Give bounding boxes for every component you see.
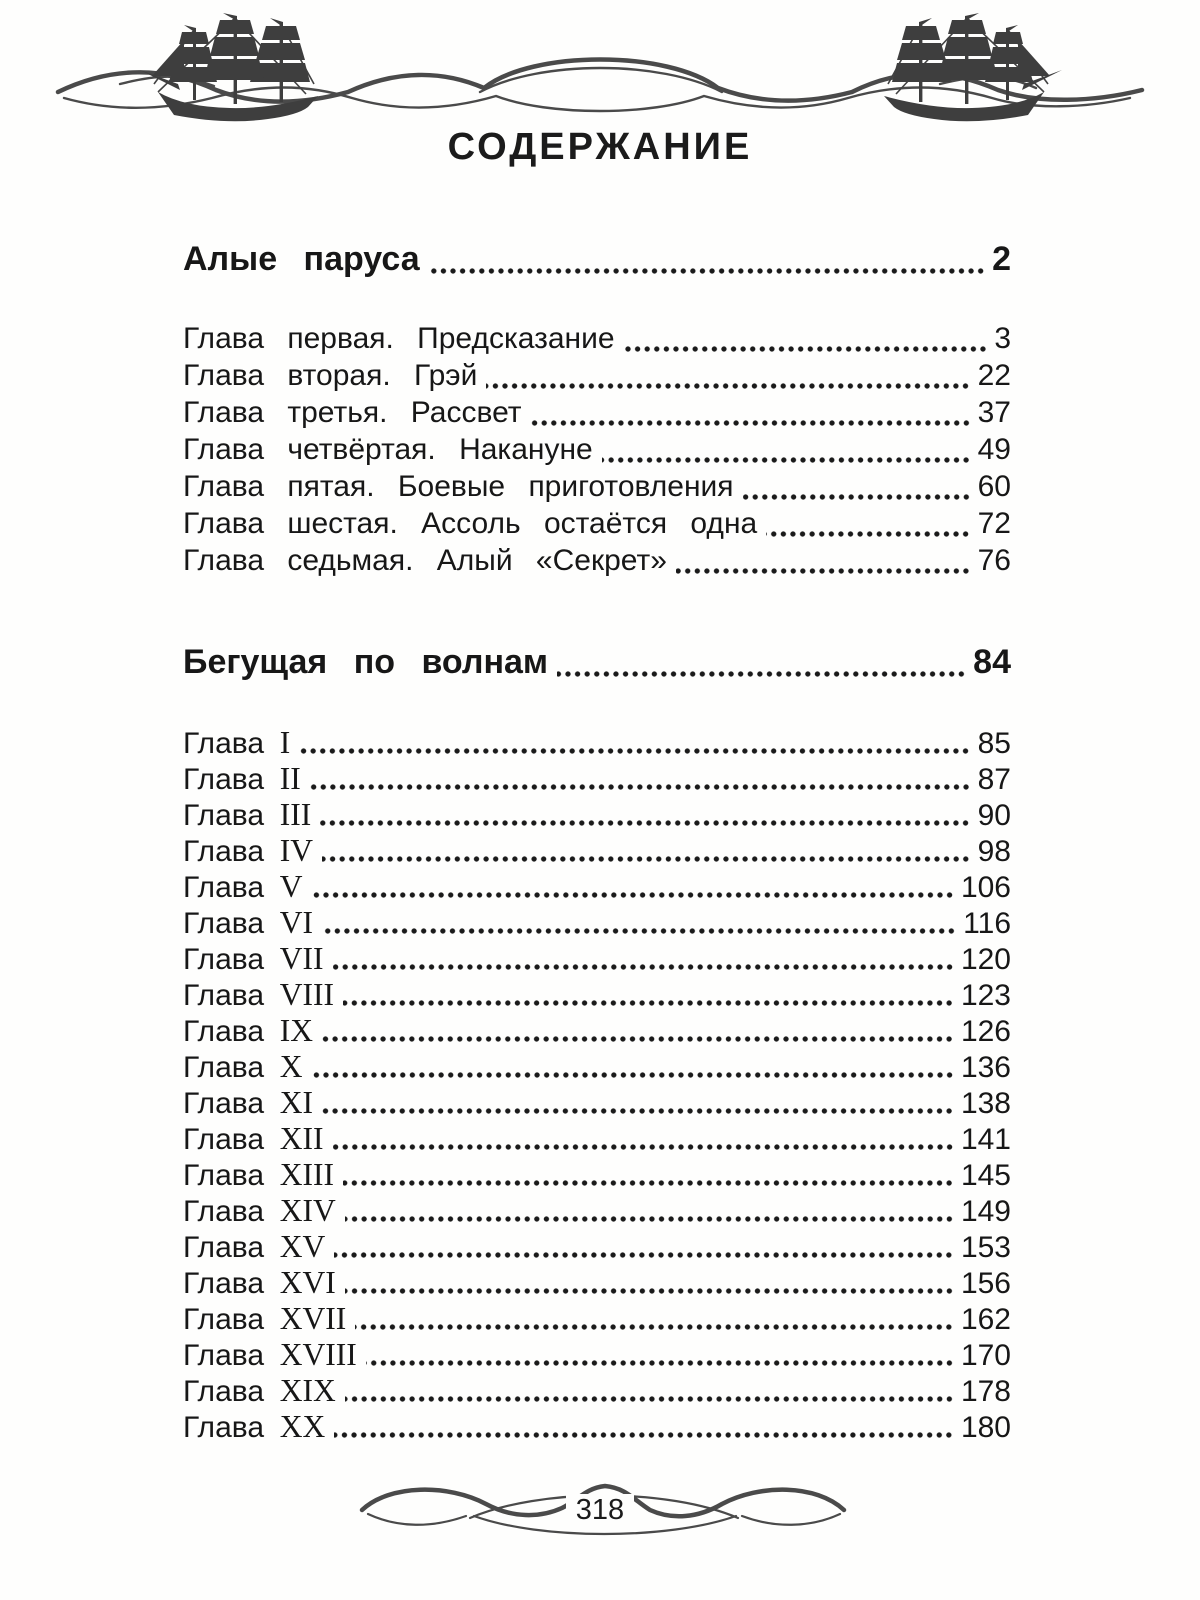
dot-leader	[322, 1035, 954, 1043]
dot-leader	[333, 1143, 954, 1151]
chapter-label: Глава	[183, 1015, 265, 1048]
dot-leader	[322, 1107, 954, 1115]
chapter-numeral: X	[279, 1049, 303, 1084]
chapter-page-number: 72	[977, 507, 1011, 540]
chapter-numeral: XII	[279, 1121, 324, 1156]
chapter-page-number: 87	[977, 763, 1011, 796]
chapter-page-number: 149	[960, 1195, 1011, 1228]
toc-entry	[183, 1193, 1011, 1229]
dot-leader	[343, 999, 954, 1007]
chapter-label: Глава	[183, 907, 265, 940]
dot-leader	[531, 419, 971, 427]
dot-leader	[322, 855, 971, 863]
section-title: Алые паруса	[183, 240, 420, 278]
chapter-page-number: 170	[960, 1339, 1011, 1372]
chapter-page-number: 141	[960, 1123, 1011, 1156]
toc-entry	[183, 1337, 1011, 1373]
chapter-label: Глава первая. Предсказание	[183, 322, 615, 355]
chapter-label: Глава вторая. Грэй	[183, 359, 478, 392]
chapter-page-number: 98	[977, 835, 1011, 868]
chapter-numeral: VI	[279, 905, 314, 940]
dot-leader	[334, 1431, 954, 1439]
chapter-numeral: II	[279, 761, 301, 796]
chapter-numeral: V	[279, 869, 303, 904]
chapter-numeral: IV	[279, 833, 314, 868]
chapter-numeral: XIX	[279, 1373, 336, 1408]
chapter-numeral: XVI	[279, 1265, 336, 1300]
chapter-page-number: 3	[994, 322, 1011, 355]
chapter-numeral: XIII	[279, 1157, 335, 1192]
chapter-page-number: 156	[960, 1267, 1011, 1300]
dot-leader	[312, 1071, 954, 1079]
page-number-text: 318	[566, 1494, 634, 1526]
toc-entry	[183, 433, 1011, 470]
dot-leader	[429, 267, 985, 275]
chapter-label: Глава	[183, 1159, 265, 1192]
toc-entry	[183, 1229, 1011, 1265]
dot-leader	[345, 1395, 954, 1403]
section-page-number: 2	[992, 240, 1011, 278]
dot-leader	[343, 1179, 954, 1187]
toc-section-chapters	[183, 322, 1011, 581]
toc-entry	[183, 1265, 1011, 1301]
chapter-label: Глава	[183, 1231, 265, 1264]
toc-entry	[183, 833, 1011, 869]
toc-entry	[183, 1121, 1011, 1157]
chapter-numeral: IX	[279, 1013, 314, 1048]
footer-page-number	[0, 1494, 1200, 1527]
toc-entry	[183, 797, 1011, 833]
dot-leader	[766, 530, 970, 538]
chapter-label: Глава седьмая. Алый «Секрет»	[183, 544, 667, 577]
chapter-label: Глава	[183, 979, 265, 1012]
dot-leader	[320, 819, 970, 827]
chapter-page-number: 116	[963, 907, 1011, 940]
dot-leader	[333, 963, 954, 971]
chapter-label: Глава	[183, 871, 265, 904]
toc-entry	[183, 1013, 1011, 1049]
chapter-page-number: 49	[977, 433, 1011, 466]
chapter-numeral: XX	[279, 1409, 326, 1444]
toc-entry	[183, 507, 1011, 544]
toc-entry	[183, 1157, 1011, 1193]
chapter-label: Глава	[183, 1375, 265, 1408]
toc-entry	[183, 761, 1011, 797]
toc-entry	[183, 977, 1011, 1013]
chapter-page-number: 178	[960, 1375, 1011, 1408]
dot-leader	[334, 1251, 954, 1259]
chapter-numeral: XI	[279, 1085, 314, 1120]
toc-entry	[183, 1409, 1011, 1445]
section-title: Бегущая по волнам	[183, 643, 549, 681]
toc-entry	[183, 1085, 1011, 1121]
chapter-page-number: 126	[960, 1015, 1011, 1048]
chapter-numeral: I	[279, 725, 291, 760]
toc-entry	[183, 1049, 1011, 1085]
chapter-numeral: XVIII	[279, 1337, 357, 1372]
toc-entry	[183, 544, 1011, 581]
toc-entry	[183, 1301, 1011, 1337]
dot-leader	[557, 670, 966, 678]
dot-leader	[345, 1215, 954, 1223]
toc-entry	[183, 396, 1011, 433]
chapter-page-number: 90	[977, 799, 1011, 832]
chapter-page-number: 106	[960, 871, 1011, 904]
chapter-label: Глава	[183, 943, 265, 976]
chapter-numeral: VII	[279, 941, 324, 976]
dot-leader	[310, 783, 971, 791]
chapter-label: Глава	[183, 1267, 265, 1300]
toc-entry	[183, 322, 1011, 359]
chapter-page-number: 180	[960, 1411, 1011, 1444]
toc-entry	[183, 905, 1011, 941]
page-title: СОДЕРЖАНИЕ	[447, 126, 753, 168]
chapter-page-number: 85	[977, 727, 1011, 760]
toc-entry	[183, 725, 1011, 761]
toc-entry	[183, 1373, 1011, 1409]
chapter-label: Глава	[183, 835, 265, 868]
dot-leader	[366, 1359, 954, 1367]
dot-leader	[486, 382, 970, 390]
table-of-contents	[183, 240, 1011, 1445]
chapter-page-number: 162	[960, 1303, 1011, 1336]
chapter-numeral: XV	[279, 1229, 326, 1264]
chapter-label: Глава	[183, 799, 265, 832]
chapter-label: Глава	[183, 727, 265, 760]
chapter-page-number: 145	[960, 1159, 1011, 1192]
chapter-page-number: 138	[960, 1087, 1011, 1120]
dot-leader	[624, 345, 988, 353]
toc-entry	[183, 470, 1011, 507]
chapter-label: Глава пятая. Боевые приготовления	[183, 470, 734, 503]
chapter-label: Глава	[183, 1123, 265, 1156]
dot-leader	[322, 927, 956, 935]
chapter-page-number: 76	[977, 544, 1011, 577]
chapter-label: Глава	[183, 1051, 265, 1084]
toc-section-title-row	[183, 240, 1011, 282]
header-wave-decoration	[0, 4, 1200, 134]
chapter-page-number: 120	[960, 943, 1011, 976]
dot-leader	[312, 891, 954, 899]
dot-leader	[345, 1287, 954, 1295]
chapter-label: Глава	[183, 1411, 265, 1444]
dot-leader	[602, 456, 971, 464]
toc-section-title-row	[183, 643, 1011, 685]
chapter-numeral: III	[279, 797, 312, 832]
chapter-page-number: 123	[960, 979, 1011, 1012]
chapter-label: Глава	[183, 763, 265, 796]
chapter-numeral: VIII	[279, 977, 335, 1012]
dot-leader	[676, 567, 971, 575]
chapter-page-number: 22	[977, 359, 1011, 392]
dot-leader	[355, 1323, 954, 1331]
chapter-numeral: XVII	[279, 1301, 347, 1336]
chapter-page-number: 60	[977, 470, 1011, 503]
chapter-page-number: 37	[977, 396, 1011, 429]
chapter-numeral: XIV	[279, 1193, 336, 1228]
chapter-label: Глава шестая. Ассоль остаётся одна	[183, 507, 758, 540]
chapter-page-number: 136	[960, 1051, 1011, 1084]
chapter-page-number: 153	[960, 1231, 1011, 1264]
toc-entry	[183, 359, 1011, 396]
chapter-label: Глава	[183, 1087, 265, 1120]
chapter-label: Глава третья. Рассвет	[183, 396, 522, 429]
chapter-label: Глава	[183, 1195, 265, 1228]
chapter-label: Глава четвёртая. Накануне	[183, 433, 593, 466]
toc-section-chapters	[183, 725, 1011, 1445]
chapter-label: Глава	[183, 1339, 265, 1372]
dot-leader	[743, 493, 971, 501]
toc-entry	[183, 869, 1011, 905]
dot-leader	[299, 747, 970, 755]
section-page-number: 84	[973, 643, 1011, 681]
toc-entry	[183, 941, 1011, 977]
chapter-label: Глава	[183, 1303, 265, 1336]
